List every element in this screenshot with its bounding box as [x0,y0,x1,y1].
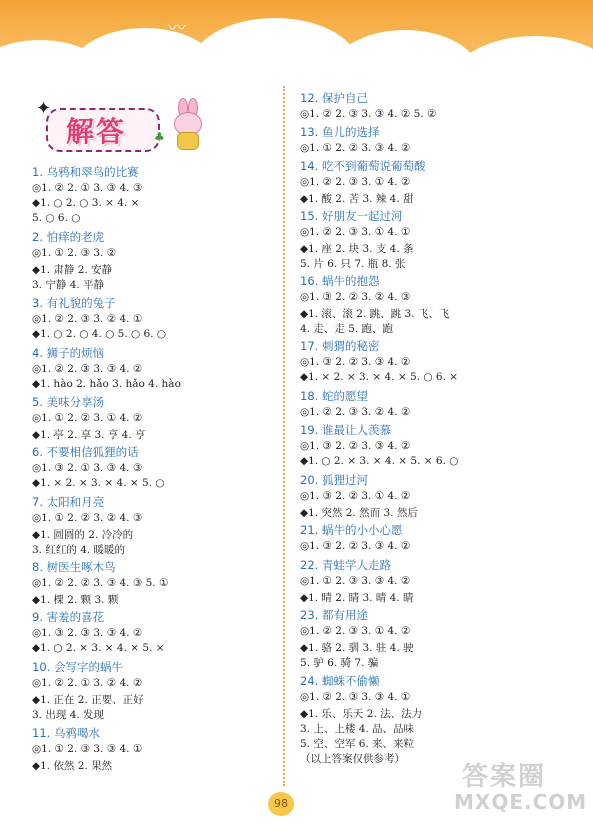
answer-line: ◎1. ① 2. ② 3. ① 4. ② [32,412,143,424]
answer-line: ◎1. ② 2. ③ 3. ① 4. ② [300,176,411,188]
answer-line: ◎1. ② 2. ③ 3. ② 4. ② [300,406,411,418]
answer-line: ◎1. ② 2. ③ 3. ③ 4. ② 5. ② [300,108,437,120]
site-watermark [452,756,592,822]
answer-line: ◎1. ② 2. ① 3. ② 4. ② [32,677,143,689]
section-heading: 21. 蜗牛的小小心愿 [300,523,403,537]
answer-line: ◎1. ② 2. ① 3. ③ 4. ③ [32,182,143,194]
answer-line: ◎1. ② 2. ③ 3. ② 4. ① [32,313,143,325]
answer-line: 5. 空、空军 6. 来、来粒 [300,738,415,750]
answer-line: 4. 走、走 5. 跑、跑 [300,323,394,335]
answer-line: ◆1. 棵 2. 颗 3. 颗 [32,594,119,606]
answer-line: ◎1. ③ 2. ② 3. ③ 4. ② [300,540,411,552]
answer-line: ◆1. 酸 2. 苦 3. 辣 4. 甜 [300,193,414,205]
answer-line: ◎1. ① 2. ② 3. ② 4. ③ [32,512,143,524]
answer-line: ◎1. ① 2. ③ 3. ② [32,247,117,259]
answer-line: ◎1. ② 2. ③ 3. ③ 4. ② [32,363,143,375]
section-heading: 18. 蛇的愿望 [300,389,368,403]
answer-line: 3. 红红的 4. 暖暖的 [32,544,126,556]
answer-line: ◎1. ② 2. ② 3. ③ 4. ③ 5. ① [32,577,169,589]
section-heading: 6. 不要相信狐狸的话 [32,445,139,459]
section-heading: 8. 树医生啄木鸟 [32,560,116,574]
answer-line: ◎1. ③ 2. ② 3. ① 4. ② [300,490,411,502]
answer-line: ◎1. ③ 2. ② 3. ③ 4. ② [300,440,411,452]
section-heading: 24. 蜘蛛不偷懒 [300,674,380,688]
answers-title-badge [36,98,186,156]
answer-line: ◎1. ② 2. ③ 3. ① 4. ① [300,226,411,238]
answer-line: ◎1. ③ 2. ① 3. ③ 4. ③ [32,462,143,474]
section-heading: 3. 有礼貌的兔子 [32,296,116,310]
section-heading: 7. 太阳和月亮 [32,495,105,509]
section-heading: 5. 美味分享汤 [32,395,105,409]
answer-line: ◆1. 滚、滚 2. 跳、跳 3. 飞、飞 [300,308,450,320]
answer-line: ◎1. ① 2. ② 3. ③ 4. ② [300,142,411,154]
answer-line: ◎1. ② 2. ③ 3. ③ 4. ① [300,691,411,703]
answer-note: （以上答案仅供参考） [300,753,405,765]
section-heading: 13. 鱼儿的选择 [300,125,380,139]
answer-line: 5. ○ 6. ○ [32,212,81,224]
answer-line: ◆1. 肃静 2. 安静 [32,264,113,276]
section-heading: 1. 乌鸦和翠鸟的比赛 [32,165,139,179]
bunny-icon [168,98,206,148]
watermark-url: MXQE.COM [454,790,588,814]
answer-line: 3. 出现 4. 发现 [32,709,105,721]
answer-line: ◆1. ○ 2. × 3. × 4. × 5. × 6. ○ [300,455,459,467]
answer-line: 5. 片 6. 只 7. 瓶 8. 张 [300,258,406,270]
answer-line: ◎1. ① 2. ③ 3. ③ 4. ① [32,743,143,755]
answer-line: ◎1. ③ 2. ② 3. ② 4. ③ [300,291,411,303]
seagull-icon: 〰 [168,18,186,39]
answer-line: ◆1. 依然 2. 果然 [32,760,113,772]
section-heading: 22. 青蛙学人走路 [300,558,391,572]
section-heading: 16. 蜗牛的抱怨 [300,274,380,288]
answer-line: ◆1. hào 2. hǎo 3. hǎo 4. hào [32,378,181,390]
answer-line: 5. 驴 6. 骑 7. 骗 [300,657,379,669]
section-heading: 14. 吃不到葡萄说葡萄酸 [300,159,426,173]
answer-line: ◆1. 乐、乐天 2. 法、法力 [300,708,423,720]
answer-line: ◆1. 亭 2. 享 3. 亨 4. 亨 [32,429,146,441]
answer-line: ◆1. 正在 2. 正要、正好 [32,694,144,706]
section-heading: 2. 怕痒的老虎 [32,230,105,244]
bird-icon: ✦ [36,98,52,119]
section-heading: 17. 刺猬的秘密 [300,339,380,353]
answer-line: ◆1. 突然 2. 然而 3. 然后 [300,507,418,519]
answer-line: ◆1. × 2. × 3. × 4. × 5. ○ 6. × [300,371,459,383]
answer-line: ◆1. 晴 2. 睛 3. 晴 4. 睛 [300,592,414,604]
answer-line: ◆1. 骆 2. 驯 3. 驻 4. 驶 [300,642,414,654]
answer-line: ◆1. ○ 2. × 3. × 4. × 5. × [32,642,165,654]
section-heading: 12. 保护自己 [300,91,368,105]
sprout-icon: ♣ [154,130,165,144]
answer-line: 3. 上、上楼 4. 品、品味 [300,723,415,735]
answer-line: ◆1. ○ 2. ○ 4. ○ 5. ○ 6. ○ [32,328,167,340]
section-heading: 19. 谁最让人羡慕 [300,423,391,437]
section-heading: 11. 乌鸦喝水 [32,726,100,740]
watermark-text: 答案圈 [462,762,547,792]
page-title: 解答 [66,115,127,148]
column-divider [283,86,285,786]
answer-line: ◆1. ○ 2. ○ 3. × 4. × [32,197,140,209]
answer-line: ◎1. ③ 2. ② 3. ③ 4. ② [300,356,411,368]
section-heading: 20. 狐狸过河 [300,473,368,487]
answer-line: ◎1. ② 2. ③ 3. ① 4. ② [300,625,411,637]
answer-line: ◆1. × 2. × 3. × 4. × 5. ○ [32,477,165,489]
page-number: 98 [268,792,294,816]
section-heading: 23. 都有用途 [300,608,368,622]
section-heading: 10. 会写字的蜗牛 [32,660,123,674]
answer-line: ◆1. 圆圆的 2. 冷冷的 [32,529,134,541]
answer-line: ◎1. ③ 2. ③ 3. ③ 4. ② [32,627,143,639]
section-heading: 15. 好朋友一起过河 [300,209,403,223]
answer-line: ◎1. ① 2. ③ 3. ③ 4. ② [300,575,411,587]
section-heading: 9. 害羞的喜花 [32,610,105,624]
answer-line: ◆1. 座 2. 块 3. 支 4. 条 [300,243,414,255]
answer-line: 3. 宁静 4. 平静 [32,279,105,291]
section-heading: 4. 狮子的烦恼 [32,346,105,360]
